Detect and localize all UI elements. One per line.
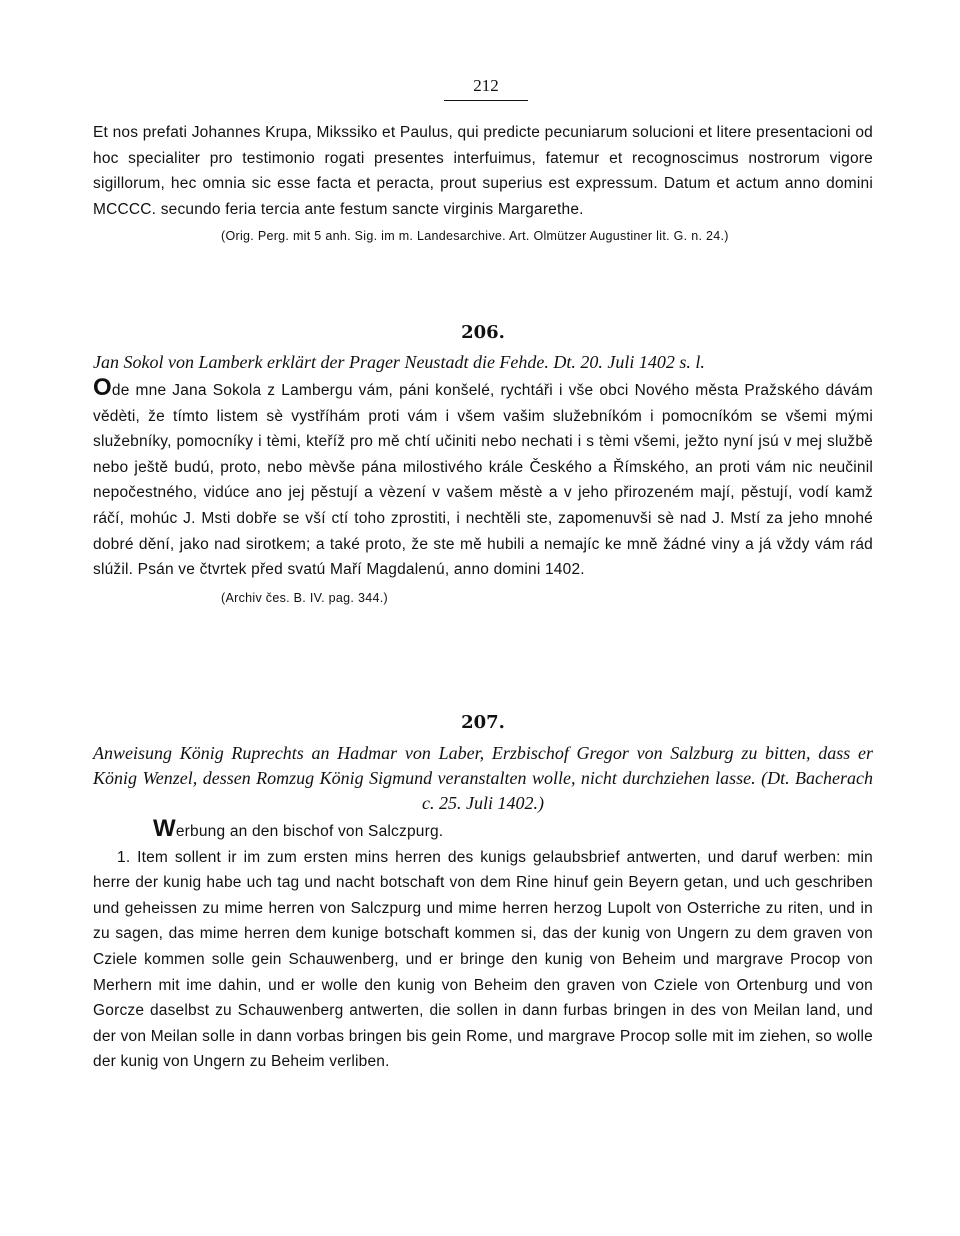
intro-source-note: (Orig. Perg. mit 5 anh. Sig. im m. Landesarchive. Art. Olmützer Augustiner lit. G. n. 24.) [221, 229, 729, 244]
doc-207-initial: W [153, 815, 176, 842]
page-number-rule [444, 100, 528, 101]
doc-207-number: 207. [461, 712, 505, 733]
doc-207-heading [93, 815, 873, 845]
doc-206-number: 206. [461, 322, 505, 343]
intro-section [93, 120, 873, 245]
doc-206-regest: Jan Sokol von Lamberk erklärt der Prager Neustadt die Fehde. Dt. 20. Juli 1402 s. l. [93, 352, 705, 372]
doc-207-heading-text: erbung an den bischof von Salczpurg. [175, 823, 444, 840]
doc-206-body: de mne Jana Sokola z Lambergu vám, páni konšelé, rychtáři i vše obci Nového města Pražského dávám vědèti, že tímto listem sè vystříhám proti vám i všem vašim služebníkóm i pomocníkóm se všemi mými služebníky, pomocníky i tèmi, kteříž pro mě chtí učiniti nebo nechati i s tèmi všemi, ježto nyní jsú v mej službě nebo ještě budú, proto, nebo mèvše pána milostivého krále Českého a Římského, an proti vám nic neučinil nepočestného, vidúce ano jej pěstují a vèzení v vašem městè a v jeho přirozeném mají, pěstují, vodí kamž ráčí, mohúc J. Msti dobře se vší ctí toho zprostiti, i nechtěli ste, zapomenuvši sè nad J. Mstí za jeho mnohé dobré dění, jako nad sirotkem; a také proto, že ste mě hubili a nemajíc ke mně žádné viny a já vždy vám rád slúžil. Psán ve čtvrtek před svatú Maří Magdalenú, anno domini 1402. [93, 382, 873, 579]
doc-207-section [93, 741, 873, 1075]
doc-206-text [93, 374, 873, 583]
doc-207-item-1: 1. Item sollent ir im zum ersten mins herren des kunigs gelaubsbrief antwerten, und daruf werben: min herre der kunig habe uch tag und nacht botschaft von dem Rine hinuf gein Beyern getan, und uch geschriben und geheissen zu mime herren von Salczpurg und mime herren herzog Lupolt von Osterriche zu riten, und in zu sagen, das mime herren dem kunige botschaft kommen si, das der kunig von Ungern zu dem graven von Cziele kommen solle gein Schauwenberg, und er bringe den kunig von Beheim und margrave Procop von Merhern mit ime dahin, und er wolle den kunig von Beheim den graven von Cziele von Ortenburg und von Gorcze daselbst zu Schauwenberg antwerten, die sollen in dann furbas bringen in des von Meilan land, und der von Meilan solle in dann vorbas bringen bis gein Rome, und margrave Procop solle mit im ziehen, so wolle der kunig von Ungern zu Beheim verliben. [93, 848, 873, 1071]
doc-206-initial: O [93, 374, 112, 401]
intro-paragraph: Et nos prefati Johannes Krupa, Mikssiko et Paulus, qui predicte pecuniarum solucioni et litere presentacioni od hoc specialiter pro testimonio rogati presentes interfuimus, fatemur et recognoscimus nostrorum vigore sigillorum, hec omnia sic esse facta et peracta, prout superius est expressum. Datum et actum anno domini MCCCC. secundo feria tercia ante festum sancte virginis Margarethe. [93, 124, 873, 218]
doc-206-source-note: (Archiv čes. B. IV. pag. 344.) [221, 590, 388, 605]
page-number: 212 [473, 76, 499, 95]
doc-206-section [93, 350, 873, 607]
doc-207-regest: Anweisung König Ruprechts an Hadmar von Laber, Erzbischof Gregor von Salzburg zu bitten, dass er König Wenzel, dessen Romzug König Sigmund veranstalten wolle, nicht durchziehen lasse. (Dt. Bacherach c. 25. Juli 1402.) [93, 743, 873, 813]
